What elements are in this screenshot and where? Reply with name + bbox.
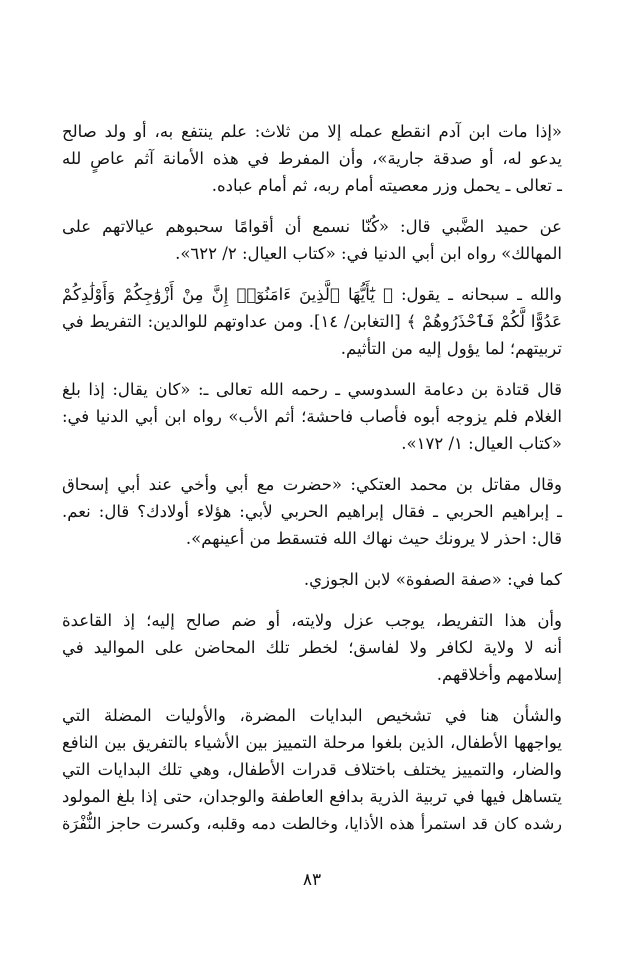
text-line: ـ تعالى ـ يحمل وزر معصيته أمام ربه، ثم أمام عباده.: [211, 176, 562, 195]
text-line: رشده كان قد استمرأ هذه الأذايا، وخالطت دمه وقلبه، وكسرت حاجز النُّفْرَة: [62, 814, 562, 833]
text-line: أنه لا ولاية لكافر ولا لفاسق؛ لخطر تلك المحاضن على المواليد في: [62, 638, 562, 657]
text-line: والشأن هنا في تشخيص البدايات المضرة، والأوليات المضلة التي: [62, 706, 562, 725]
paragraph-humaid: [62, 213, 562, 267]
text-line: «إذا مات ابن آدم انقطع عمله إلا من ثلاث: علم ينتفع به، أو ولد صالح: [62, 122, 562, 141]
paragraph-source: [62, 566, 562, 593]
text-line: وأن هذا التفريط، يوجب عزل ولايته، أو ضم صالح إليه؛ إذ القاعدة: [62, 611, 562, 630]
paragraph-guardianship: [62, 607, 562, 688]
text-line: يتساهل فيها في تربية الذرية بدافع العاطفة والوجدان، حتى إذا بلغ المولود: [62, 787, 562, 806]
text-line: «كتاب العيال: ١/ ١٧٢».: [401, 434, 562, 453]
text-line: عَدُوًّا لَّكُمْ فَٱحْذَرُوهُمْ ﴾ [التغابن/ ١٤]. ومن عداوتهم للوالدين: التفريط في: [62, 312, 562, 331]
paragraph-qatada: [62, 376, 562, 457]
text-line: يدعو له، أو صدقة جارية»، وأن المفرط في هذه الأمانة آثم عاصٍ لله: [62, 149, 562, 168]
text-line: والله ـ سبحانه ـ يقول: ﴿ يَٰٓأَيُّهَا ٱلَّذِينَ ءَامَنُوٓا۟ إِنَّ مِنْ أَزْوَٰجِكُمْ وَأَوْلَٰدِكُمْ: [62, 285, 562, 304]
text-line: قال قتادة بن دعامة السدوسي ـ رحمه الله تعالى ـ: «كان يقال: إذا بلغ: [62, 380, 562, 399]
page-body: [62, 118, 562, 851]
text-line: إسلامهم وأخلاقهم.: [436, 665, 562, 684]
page-number: ٨٣: [302, 870, 322, 890]
text-line: الغلام فلم يزوجه أبوه فأصاب فاحشة؛ أثم الأب» رواه ابن أبي الدنيا في:: [62, 407, 562, 426]
paragraph-hadith: [62, 118, 562, 199]
text-line: كما في: «صفة الصفوة» لابن الجوزي.: [303, 570, 562, 589]
text-line: المهالك» رواه ابن أبي الدنيا في: «كتاب العيال: ٢/ ٦٢٢».: [175, 244, 562, 263]
paragraph-beginnings: [62, 702, 562, 837]
text-line: قال: احذر لا يرونك حيث نهاك الله فتسقط من أعينهم».: [185, 529, 562, 548]
text-line: وقال مقاتل بن محمد العتكي: «حضرت مع أبي وأخي عند أبي إسحاق: [62, 475, 562, 494]
text-line: ـ إبراهيم الحربي ـ فقال إبراهيم الحربي لأبي: هؤلاء أولادك؟ قال: نعم.: [62, 502, 562, 521]
text-line: تربيتهم؛ لما يؤول إليه من التأثيم.: [340, 339, 562, 358]
text-line: يواجهها الأطفال، الذين بلغوا مرحلة التمييز بين الأشياء بالتفريق بين النافع: [62, 733, 562, 752]
paragraph-quran-verse: [62, 281, 562, 362]
text-line: والضار، والتمييز يختلف باختلاف قدرات الأطفال، وهي تلك البدايات التي: [62, 760, 562, 779]
text-line: عن حميد الضَّبي قال: «كُنّا نسمع أن أقوامًا سحبوهم عيالاتهم على: [62, 217, 562, 236]
paragraph-muqatil: [62, 471, 562, 552]
